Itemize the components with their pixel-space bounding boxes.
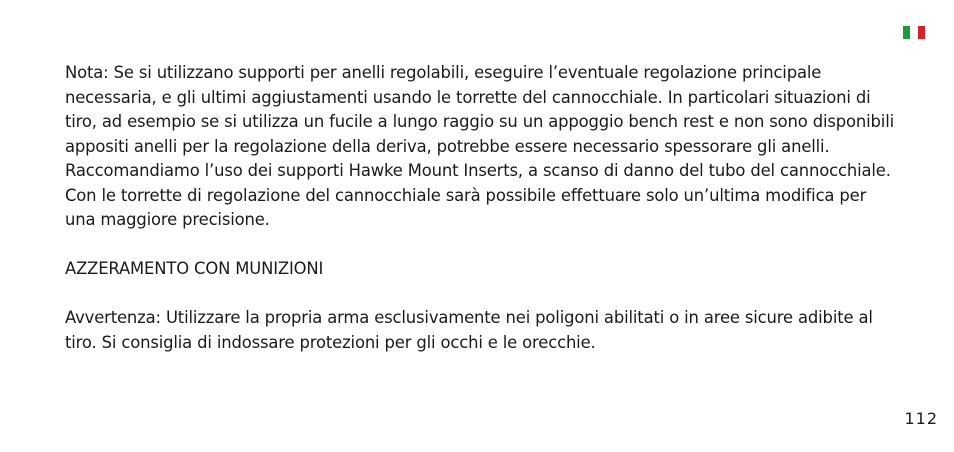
page-number: 112 bbox=[904, 409, 938, 428]
italian-flag-icon bbox=[903, 26, 925, 39]
note-paragraph: Nota: Se si utilizzano supporti per anelli regolabili, eseguire l’eventuale regolazione principale necessaria, e gli ultimi aggiustamenti usando le torrette del cannocchiale. In particolari situazioni di tiro, ad esempio se si utilizza un fucile a lungo raggio su un appoggio bench rest e non sono disponibili appositi anelli per la regolazione della deriva, potrebbe essere necessario spessorare gli anelli. Raccomandiamo l’uso dei supporti Hawke Mount Inserts, a scanso di danno del tubo del cannocchiale. Con le torrette di regolazione del cannocchiale sarà possibile effettuare solo un’ultima modifica per una maggiore precisione. bbox=[65, 63, 895, 229]
flag-stripe-white bbox=[910, 26, 917, 39]
page-content bbox=[65, 61, 895, 380]
section-heading: AZZERAMENTO CON MUNIZIONI bbox=[65, 259, 324, 278]
flag-stripe-red bbox=[918, 26, 925, 39]
flag-stripe-green bbox=[903, 26, 910, 39]
warning-paragraph: Avvertenza: Utilizzare la propria arma esclusivamente nei poligoni abilitati o in aree sicure adibite al tiro. Si consiglia di indossare protezioni per gli occhi e le orecchie. bbox=[65, 308, 873, 352]
